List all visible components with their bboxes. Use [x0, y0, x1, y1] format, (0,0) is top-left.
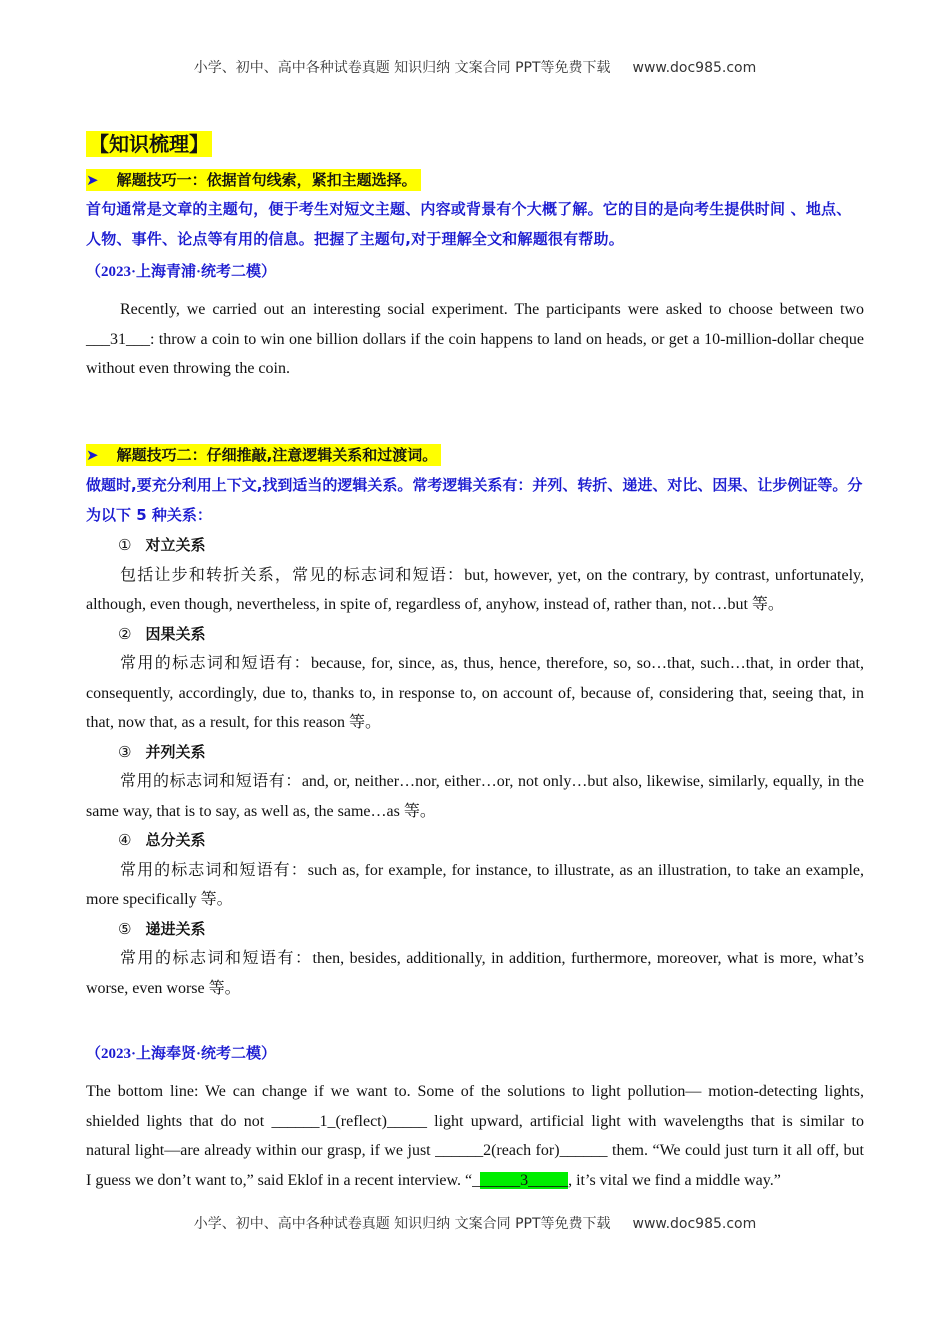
relation-heading: [86, 915, 864, 945]
relation-number: ①: [118, 536, 132, 554]
relation-heading: [86, 620, 864, 650]
tip1-passage: Recently, we carried out an interesting social experiment. The participants were asked to choose between two ___31___: throw a coin to win one billion dollars if the coin happens to land on heads, or get a 10-million-dollar cheque without even throwing the coin.: [86, 301, 864, 377]
relation-name: 总分关系: [145, 831, 206, 849]
relation-text: 常用的标志词和短语有：then, besides, additionally, in addition, furthermore, moreover, what is more, what’s worse, even worse 等。: [86, 950, 864, 997]
tip1-description: 首句通常是文章的主题句，便于考生对短文主题、内容或背景有个大概了解。它的目的是向考生提供时间 、地点、人物、事件、论点等有用的信息。把握了主题句,对于理解全文和解题很有帮助。: [86, 200, 852, 248]
tip2: [86, 444, 864, 466]
example2-source: （2023·上海奉贤·统考二模）: [86, 1046, 277, 1062]
passage-text: The bottom line: We can change if we want to. Some of the solutions to light pollution— motion-detecting lights, shielded lights that do not ______1_(reflect)_____ light upward, artificial light with wavelengths that is similar to natural light—are already within our grasp, if we just ______2(reach for)______ them. “We could just turn it all off, but I guess we don’t want to,” said Eklof in a recent interview. “_: [86, 1083, 864, 1189]
relation-name: 递进关系: [145, 919, 206, 938]
footer-url[interactable]: www.doc985.com: [632, 1216, 757, 1232]
relation-number: ③: [118, 742, 132, 761]
header-text: 小学、初中、高中各种试卷真题 知识归纳 文案合同 PPT等免费下载: [193, 60, 611, 76]
relation-number: ②: [118, 624, 132, 643]
relation-text: 常用的标志词和短语有：because, for, since, as, thus, hence, therefore, so, so…that, such…that, in order that, consequently, accordingly, due to, thanks to, in response to, on account of, because of, considering that, seeing that, in that, now that, as a result, for this reason 等。: [86, 655, 864, 731]
relation-text: 常用的标志词和短语有：such as, for example, for instance, to illustrate, as an illustration, to take an example, more specifically 等。: [86, 861, 864, 908]
tip2-label: 解题技巧二：仔细推敲,注意逻辑关系和过渡词。: [116, 446, 438, 464]
tip1-source: （2023·上海青浦·统考二模）: [86, 264, 277, 280]
section-title: 【知识梳理】: [86, 131, 212, 157]
relation-name: 对立关系: [145, 536, 206, 554]
blank-3-highlight: _____3_____: [480, 1171, 569, 1189]
page-header: [0, 57, 950, 77]
relation-heading: [86, 531, 864, 561]
relations-list: [86, 531, 864, 1003]
page-footer: [0, 1213, 950, 1233]
section-title-wrap: [86, 131, 864, 157]
tip2-description: 做题时,要充分利用上下文,找到适当的逻辑关系。常考逻辑关系有：并列、转折、递进、对比、因果、让步例证等。分为以下 5 种关系：: [86, 476, 863, 524]
header-url[interactable]: www.doc985.com: [632, 60, 757, 76]
relation-text: 包括让步和转折关系，常见的标志词和短语：but, however, yet, on the contrary, by contrast, unfortunately, although, even though, nevertheless, in spite of, regardless of, anyhow, instead of, rather than, not…but 等。: [86, 566, 864, 613]
relation-name: 并列关系: [145, 742, 206, 761]
relation-name: 因果关系: [145, 624, 206, 643]
relation-heading: [86, 826, 864, 856]
arrow-icon: ➤: [86, 171, 99, 189]
example2-passage: [86, 1077, 864, 1195]
tip1-label: 解题技巧一：依据首句线索，紧扣主题选择。: [116, 171, 417, 189]
tip1: [86, 169, 864, 191]
footer-text: 小学、初中、高中各种试卷真题 知识归纳 文案合同 PPT等免费下载: [193, 1216, 611, 1232]
relation-text: 常用的标志词和短语有：and, or, neither…nor, either…or, not only…but also, likewise, similarly, equally, in the same way, that is to say, as well as, the same…as 等。: [86, 773, 864, 820]
arrow-icon: ➤: [86, 446, 99, 464]
relation-number: ④: [118, 831, 132, 849]
tip1-heading: [86, 169, 421, 191]
passage-text-end: , it’s vital we find a middle way.”: [568, 1171, 781, 1189]
relation-heading: [86, 738, 864, 768]
relation-number: ⑤: [118, 919, 132, 938]
tip2-heading: [86, 444, 441, 466]
